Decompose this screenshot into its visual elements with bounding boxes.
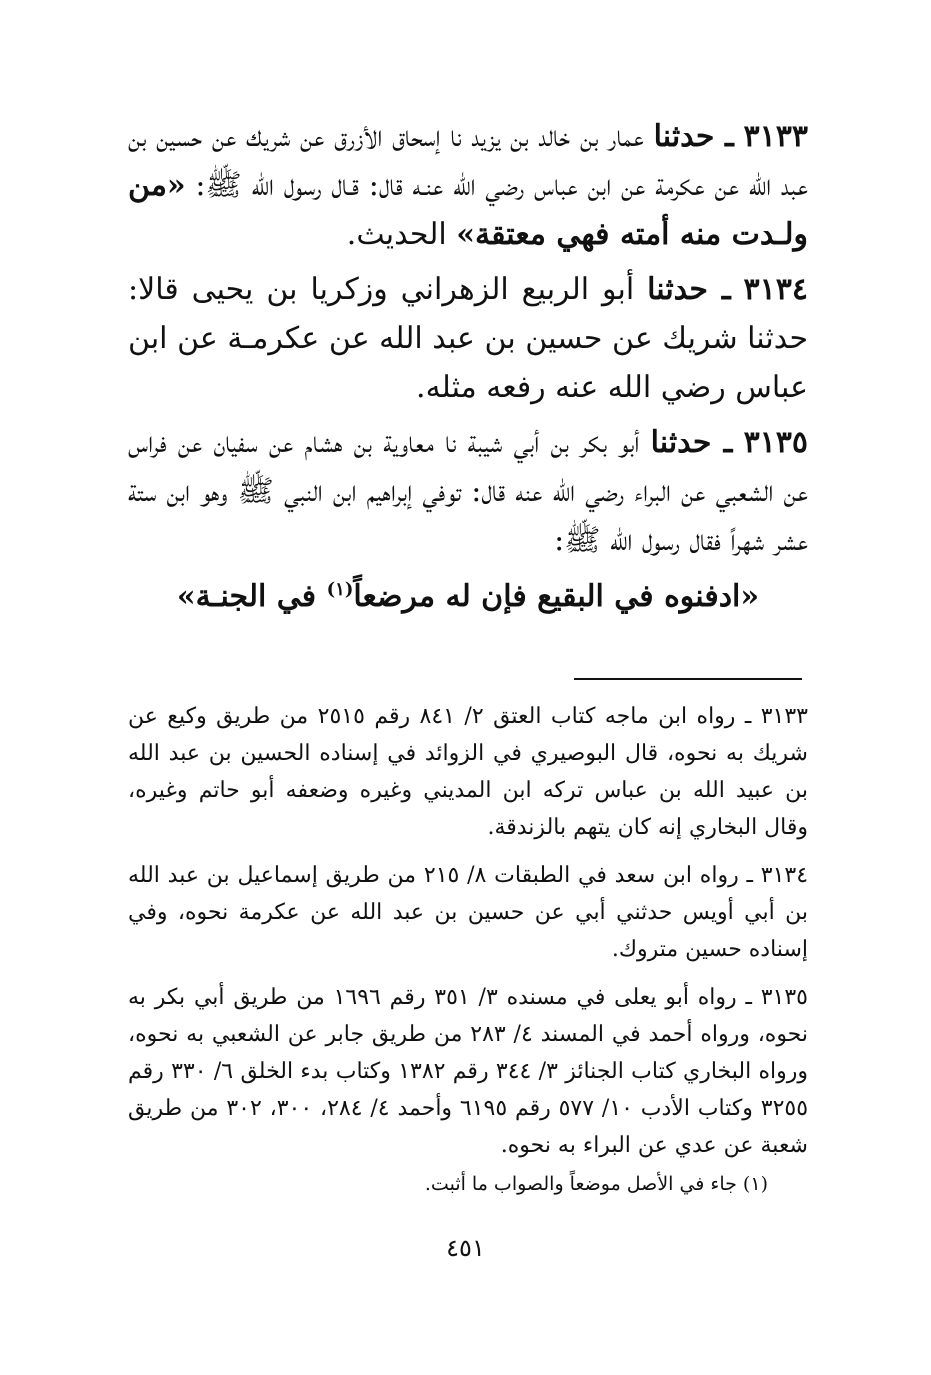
notes-section <box>128 698 808 1210</box>
hadith-3134: ٣١٣٤ ـ حدثنا أبو الربيع الزهراني وزكريا بن يحيى قالا: حدثنا شريك عن حسين بن عبد الله عن عكرمـة عن ابن عباس رضي الله عنه رفعه مثله. <box>128 272 808 405</box>
hadith-3133: ٣١٣٣ ـ حدثنا عمار بن خالد بن يزيد نا إسحاق الأزرق عن شريك عن حسين بن عبد الله عن عكرمة عن ابن عباس رضي الله عنـه قال: قـال رسول الله ﷺ: «من ولـدت منه أمته فهي معتقة» الحديث. <box>128 119 808 252</box>
hadith-text: أبو الربيع الزهراني وزكريا بن يحيى قالا: حدثنا شريك عن حسين بن عبد الله عن عكرمـة عن ابن عباس رضي الله عنه رفعه مثله. <box>128 272 808 405</box>
hadith-quote: «من ولـدت منه أمته فهي معتقة» <box>128 168 808 252</box>
hadith-keyword: حدثنا <box>647 272 708 307</box>
hadith-tail: الحديث. <box>346 217 447 252</box>
hadith-number: ٣١٣٥ <box>743 425 809 460</box>
note-number: ٣١٣٥ <box>760 985 808 1010</box>
note-number: ٣١٣٣ <box>760 704 808 729</box>
hadith-text: أبو بكر بن أبي شيبة نا معاوية بن هشام عن سفيان عن فراس عن الشعبي عن البراء رضي الله عنه قال: توفي إبراهيم ابن النبي ﷺ وهو ابن ستة عشر شهراً فقال رسول الله ﷺ: <box>128 425 808 558</box>
footnote-1: (١) جاء في الأصل موضعاً والصواب ما أثبت. <box>424 1173 768 1195</box>
hadith-keyword: حدثنا <box>653 119 715 154</box>
note-3135: ٣١٣٥ ـ رواه أبو يعلى في مسنده ٣/ ٣٥١ رقم ١٦٩٦ من طريق أبي بكر به نحوه، ورواه أحمد في المسند ٤/ ٢٨٣ من طريق جابر عن الشعبي به نحوه، ورواه البخاري كتاب الجنائز ٣/ ٣٤٤ رقم ١٣٨٢ وكتاب بدء الخلق ٦/ ٣٣٠ رقم ٣٢٥٥ وكتاب الأدب ١٠/ ٥٧٧ رقم ٦١٩٥ وأحمد ٤/ ٢٨٤، ٣٠٠، ٣٠٢ من طريق شعبة عن عدي عن البراء به نحوه. <box>128 985 809 1158</box>
note-text: رواه ابن سعد في الطبقات ٨/ ٢١٥ من طريق إسماعيل بن عبد الله بن أبي أويس حدثني أبي عن حسين بن عبد الله عن عكرمة نحوه، وفي إسناده حسين متروك. <box>128 863 808 962</box>
hadith-3135: ٣١٣٥ ـ حدثنا أبو بكر بن أبي شيبة نا معاوية بن هشام عن سفيان عن فراس عن الشعبي عن البراء رضي الله عنه قال: توفي إبراهيم ابن النبي ﷺ وهو ابن ستة عشر شهراً فقال رسول الله ﷺ: «ادفنوه في البقيع فإن له مرضعاً$^{(١)}$ في الجنـة» <box>128 418 808 621</box>
note-number: ٣١٣٤ <box>760 863 809 888</box>
hadith-number: ٣١٣٤ <box>743 272 808 307</box>
note-text: رواه أبو يعلى في مسنده ٣/ ٣٥١ رقم ١٦٩٦ من طريق أبي بكر به نحوه، ورواه أحمد في المسند ٤/ ٢٨٣ من طريق جابر عن الشعبي به نحوه، ورواه البخاري كتاب الجنائز ٣/ ٣٤٤ رقم ١٣٨٢ وكتاب بدء الخلق ٦/ ٣٣٠ رقم ٣٢٥٥ وكتاب الأدب ١٠/ ٥٧٧ رقم ٦١٩٥ وأحمد ٤/ ٢٨٤، ٣٠٠، ٣٠٢ من طريق شعبة عن عدي عن البراء به نحوه. <box>128 985 809 1158</box>
hadith-quote: «ادفنوه في البقيع فإن له مرضعاً$^{(١)}$ في الجنـة» <box>176 579 760 614</box>
hadith-number: ٣١٣٣ <box>743 119 808 154</box>
footnote-ref[interactable]: (١) <box>326 579 354 600</box>
hadith-text: عمار بن خالد بن يزيد نا إسحاق الأزرق عن شريك عن حسين بن عبد الله عن عكرمة عن ابن عباس رضي الله عنـه قال: قـال رسول الله ﷺ: <box>128 119 808 203</box>
note-3133: ٣١٣٣ ـ رواه ابن ماجه كتاب العتق ٢/ ٨٤١ رقم ٢٥١٥ من طريق وكيع عن شريك به نحوه، قال البوصيري في الزوائد في إسناده الحسين بن عبد الله بن عبيد الله بن عباس تركه ابن المديني وغيره وضعفه أبو حاتم وغيره، وقال البخاري إنه كان يتهم بالزندقة. <box>128 704 808 840</box>
page-number: ٤٥١ <box>446 1234 485 1262</box>
hadith-keyword: حدثنا <box>650 425 712 460</box>
note-text: رواه ابن ماجه كتاب العتق ٢/ ٨٤١ رقم ٢٥١٥ من طريق وكيع عن شريك به نحوه، قال البوصيري في الزوائد في إسناده الحسين بن عبد الله بن عبيد الله بن عباس تركه ابن المديني وغيره وضعفه أبو حاتم وغيره، وقال البخاري إنه كان يتهم بالزندقة. <box>128 704 808 840</box>
note-3134: ٣١٣٤ ـ رواه ابن سعد في الطبقات ٨/ ٢١٥ من طريق إسماعيل بن عبد الله بن أبي أويس حدثني أبي عن حسين بن عبد الله عن عكرمة نحوه، وفي إسناده حسين متروك. <box>128 863 809 962</box>
main-text <box>128 112 808 627</box>
footnote-separator <box>574 678 802 680</box>
